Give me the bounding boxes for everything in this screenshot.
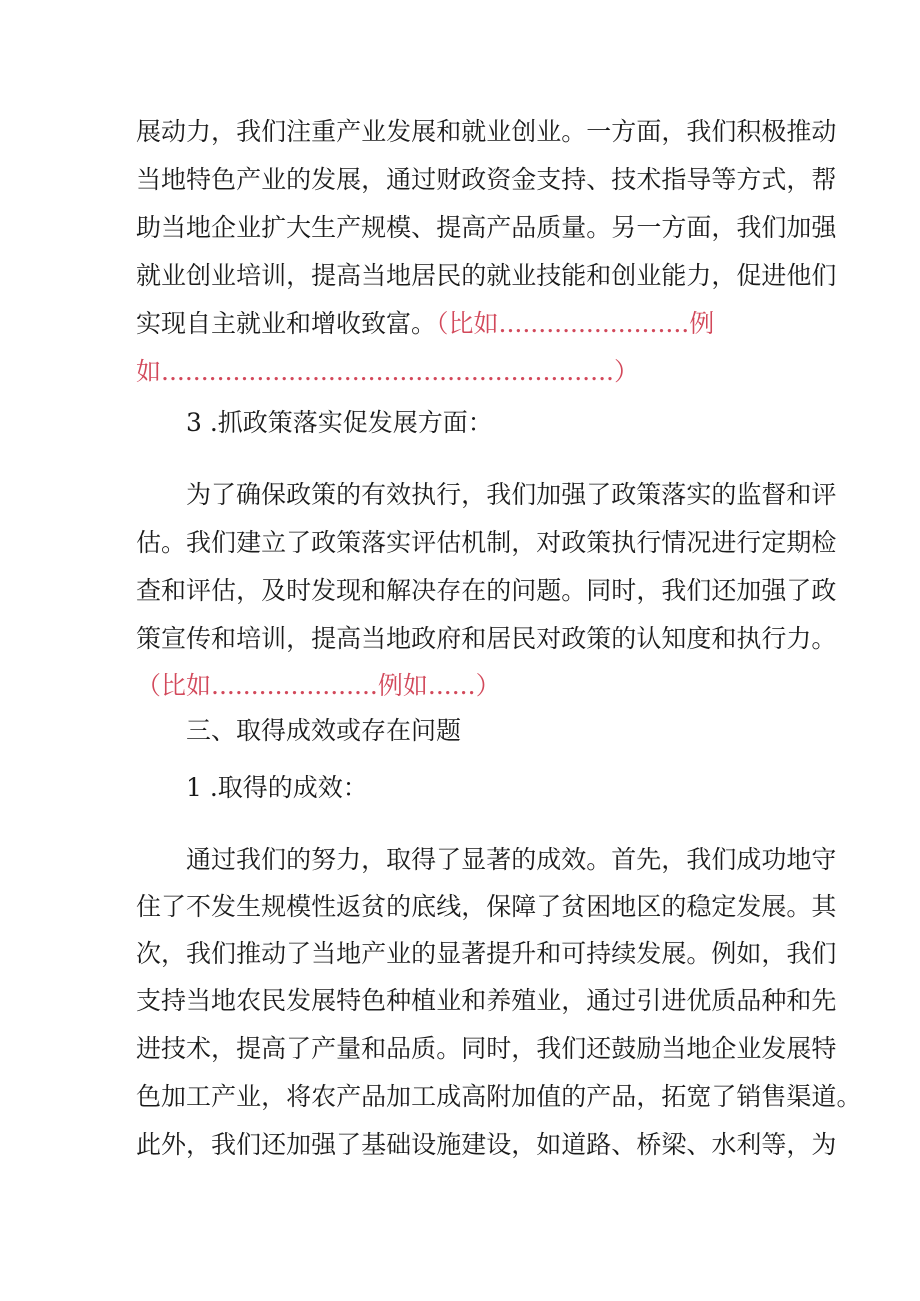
- section-heading: 3 .抓政策落实促发展方面：: [186, 408, 493, 437]
- example-note: （比如.....................例如......）: [136, 671, 501, 700]
- paragraph-text: 实现自主就业和增收致富。: [136, 309, 437, 338]
- paragraph-line: 支 持 当 地 农 民 发 展 特 色 种 植 业 和 养 殖 业 ， 通 过 引 进 优 质 品 种 和 先: [136, 986, 837, 1015]
- paragraph-line: 色 加 工 产 业 ， 将 农 产 品 加 工 成 高 附 加 值 的 产 品 ， 拓 宽 了 销 售 渠 道 。: [136, 1082, 862, 1111]
- example-note-continued: 如.........................................................）: [136, 357, 639, 386]
- paragraph-line: 为 了 确 保 政 策 的 有 效 执 行 ， 我 们 加 强 了 政 策 落 实 的 监 督 和 评: [186, 480, 837, 509]
- paragraph-line: 通 过 我 们 的 努 力 ， 取 得 了 显 著 的 成 效 。 首 先 ， 我 们 成 功 地 守: [186, 845, 837, 874]
- paragraph-line-with-note: [136, 304, 796, 344]
- paragraph-line: 次 ， 我 们 推 动 了 当 地 产 业 的 显 著 提 升 和 可 持 续 发 展 。 例 如 ， 我 们: [136, 939, 837, 968]
- paragraph-line: 进 技 术 ， 提 高 了 产 量 和 品 质 。 同 时 ， 我 们 还 鼓 励 当 地 企 业 发 展 特: [136, 1034, 837, 1063]
- paragraph-line: 当 地 特 色 产 业 的 发 展 ， 通 过 财 政 资 金 支 持 、 技 术 指 导 等 方 式 ， 帮: [136, 165, 837, 194]
- paragraph-line: 估 。 我 们 建 立 了 政 策 落 实 评 估 机 制 ， 对 政 策 执 行 情 况 进 行 定 期 检: [136, 528, 837, 557]
- sub-heading: 1 .取得的成效：: [186, 773, 368, 802]
- part-heading: 三、取得成效或存在问题: [186, 716, 462, 745]
- paragraph-line: 此 外 ， 我 们 还 加 强 了 基 础 设 施 建 设 ， 如 道 路 、 桥 梁 、 水 利 等 ， 为: [136, 1130, 837, 1159]
- paragraph-line: 策 宣 传 和 培 训 ， 提 高 当 地 政 府 和 居 民 对 政 策 的 认 知 度 和 执 行 力 。: [136, 624, 837, 653]
- paragraph-line: 就 业 创 业 培 训 ， 提 高 当 地 居 民 的 就 业 技 能 和 创 业 能 力 ， 促 进 他 们: [136, 261, 837, 290]
- paragraph-line: 住 了 不 发 生 规 模 性 返 贫 的 底 线 ， 保 障 了 贫 困 地 区 的 稳 定 发 展 。 其: [136, 892, 837, 921]
- paragraph-line: 展 动 力 ， 我 们 注 重 产 业 发 展 和 就 业 创 业 。 一 方 面 ， 我 们 积 极 推 动: [136, 117, 837, 146]
- paragraph-line: 查 和 评 估 ， 及 时 发 现 和 解 决 存 在 的 问 题 。 同 时 ， 我 们 还 加 强 了 政: [136, 576, 837, 605]
- example-note: （比如........................例: [436, 309, 715, 338]
- paragraph-line: 助 当 地 企 业 扩 大 生 产 规 模 、 提 高 产 品 质 量 。 另 一 方 面 ， 我 们 加 强: [136, 213, 837, 242]
